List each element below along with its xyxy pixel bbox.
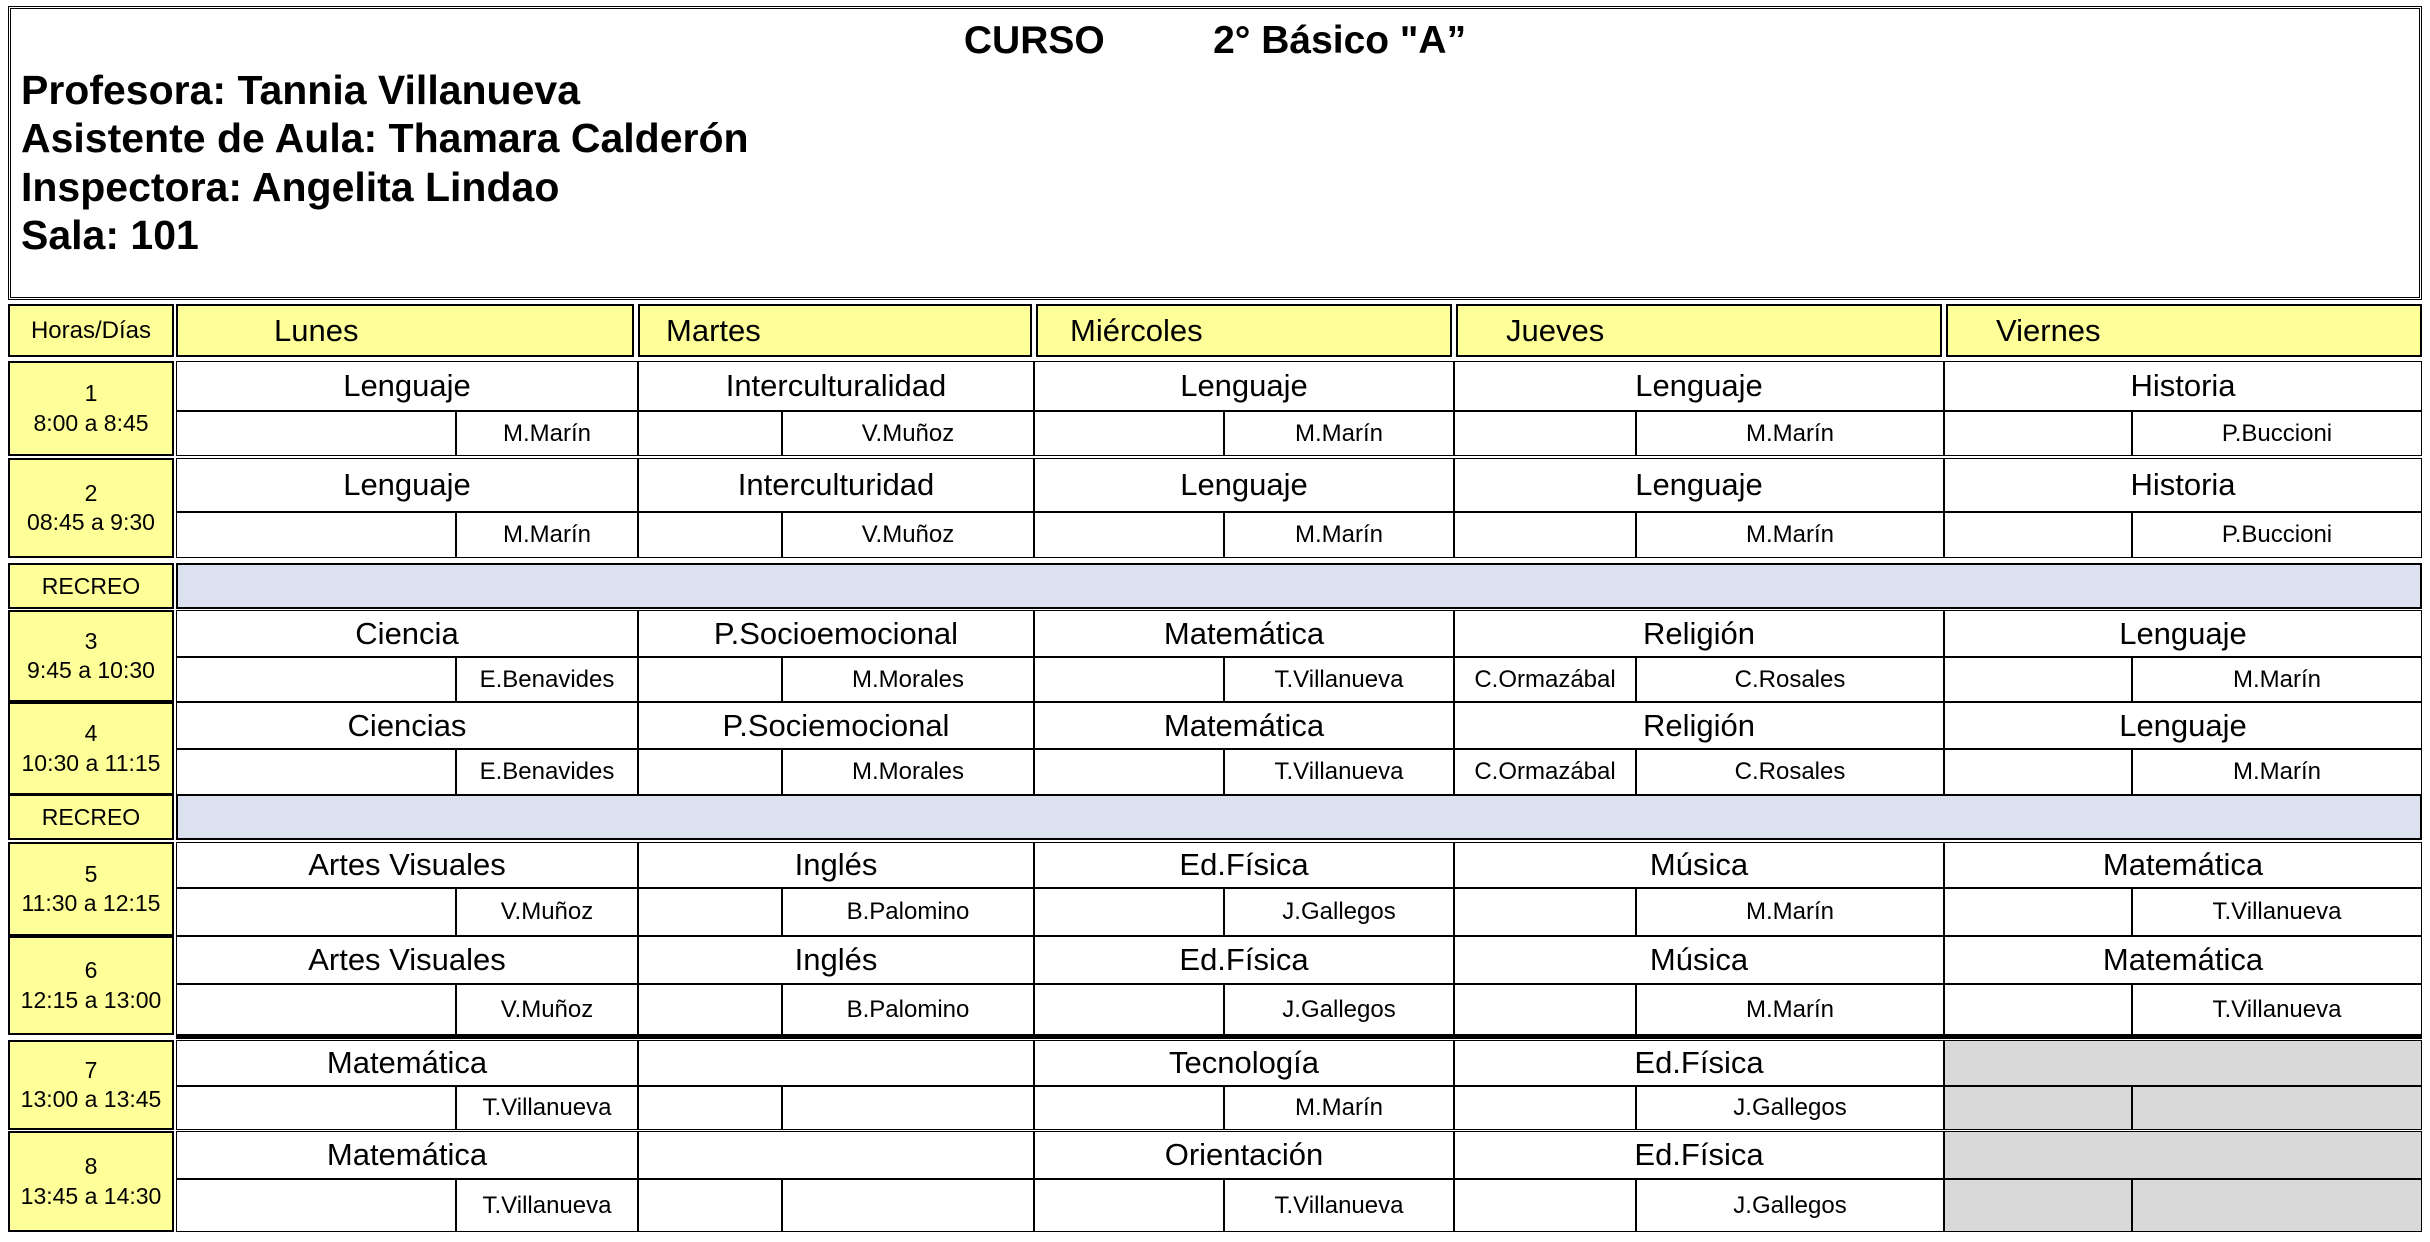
- subject-cell: Inglés: [638, 842, 1034, 888]
- blank-cell: [638, 1179, 782, 1232]
- teacher-cell: M.Marín: [1224, 1086, 1454, 1130]
- blank-cell: [1454, 888, 1636, 936]
- recess-bar: [176, 563, 2422, 609]
- recess-label: RECREO: [8, 563, 174, 609]
- subject-cell: Historia: [1944, 361, 2422, 411]
- teacher-cell: V.Muñoz: [456, 984, 638, 1035]
- blank-cell: [1034, 749, 1224, 795]
- period-number: 2: [84, 479, 98, 506]
- teacher-line: Profesora: Tannia Villanueva: [21, 67, 581, 113]
- blank-cell: [1034, 888, 1224, 936]
- period-number: 4: [84, 720, 98, 747]
- period-number: 1: [84, 380, 98, 407]
- blank-cell: [1454, 512, 1636, 558]
- subject-cell: Matemática: [176, 1040, 638, 1086]
- blank-cell: [176, 1086, 456, 1130]
- blank-cell: [1454, 1086, 1636, 1130]
- subject-cell: Historia: [1944, 458, 2422, 512]
- blank-cell: [638, 984, 782, 1035]
- blank-cell: [1944, 657, 2132, 702]
- subject-cell: Ed.Física: [1454, 1040, 1944, 1086]
- blank-cell: [1034, 657, 1224, 702]
- subject-cell: Religión: [1454, 702, 1944, 749]
- teacher-cell: P.Buccioni: [2132, 512, 2422, 558]
- subject-cell: Tecnología: [1034, 1040, 1454, 1086]
- teacher-cell: B.Palomino: [782, 984, 1034, 1035]
- period-time: 13:45 a 14:30: [20, 1182, 162, 1209]
- teacher-cell: M.Morales: [782, 657, 1034, 702]
- blank-cell: [638, 512, 782, 558]
- teacher-cell: V.Muñoz: [782, 411, 1034, 456]
- room-line: Sala: 101: [21, 212, 199, 258]
- subject-cell: Matemática: [1034, 702, 1454, 749]
- period-time: 10:30 a 11:15: [21, 749, 161, 776]
- teacher-cell: T.Villanueva: [456, 1086, 638, 1130]
- teacher-cell: M.Marín: [2132, 657, 2422, 702]
- empty-slot: [1944, 1179, 2132, 1232]
- subject-cell: Lenguaje: [1454, 361, 1944, 411]
- teacher-cell: M.Marín: [2132, 749, 2422, 795]
- blank-cell: [1454, 1179, 1636, 1232]
- subject-cell: Lenguaje: [176, 458, 638, 512]
- subject-cell: Interculturalidad: [638, 361, 1034, 411]
- period-time: 13:00 a 13:45: [20, 1086, 162, 1112]
- blank-cell: [638, 1086, 782, 1130]
- teacher-cell: C.Rosales: [1636, 657, 1944, 702]
- subject-cell: Lenguaje: [1454, 458, 1944, 512]
- teacher-cell: E.Benavides: [456, 749, 638, 795]
- teacher-cell: M.Marín: [1636, 512, 1944, 558]
- period-time-cell: [8, 458, 174, 558]
- period-time-cell: [8, 610, 174, 702]
- subject-cell: Artes Visuales: [176, 842, 638, 888]
- teacher-cell: T.Villanueva: [2132, 888, 2422, 936]
- teacher-cell: J.Gallegos: [1224, 888, 1454, 936]
- blank-cell: [638, 657, 782, 702]
- teacher-cell: M.Marín: [1224, 512, 1454, 558]
- period-time: 8:00 a 8:45: [33, 409, 149, 436]
- period-number: 3: [84, 627, 98, 654]
- teacher-cell: E.Benavides: [456, 657, 638, 702]
- teacher-cell: M.Marín: [1636, 888, 1944, 936]
- empty-subject-cell: [638, 1040, 1034, 1086]
- teacher-cell: V.Muñoz: [456, 888, 638, 936]
- blank-cell: [176, 411, 456, 456]
- recess-bar: [176, 794, 2422, 840]
- teacher-cell: M.Marín: [456, 411, 638, 456]
- blank-cell: [176, 512, 456, 558]
- blank-cell: [638, 411, 782, 456]
- subject-cell: Orientación: [1034, 1131, 1454, 1179]
- subject-cell: Música: [1454, 842, 1944, 888]
- subject-cell: Lenguaje: [1034, 361, 1454, 411]
- period-number: 5: [84, 860, 98, 887]
- blank-cell: [638, 749, 782, 795]
- period-time-cell: [8, 936, 174, 1035]
- teacher-cell: J.Gallegos: [1224, 984, 1454, 1035]
- blank-cell: [1944, 749, 2132, 795]
- period-number: 6: [84, 957, 98, 984]
- period-time-cell: [8, 842, 174, 936]
- section-divider: [176, 1035, 2422, 1039]
- teacher-cell: C.Ormazábal: [1454, 749, 1636, 795]
- period-number: 7: [84, 1056, 98, 1083]
- course-header: [8, 6, 2422, 300]
- teacher-cell: T.Villanueva: [456, 1179, 638, 1232]
- blank-cell: [1944, 512, 2132, 558]
- corner-header: Horas/Días: [8, 304, 174, 357]
- subject-cell: P.Sociemocional: [638, 702, 1034, 749]
- blank-cell: [1034, 1179, 1224, 1232]
- recess-label: RECREO: [8, 794, 174, 840]
- teacher-cell: T.Villanueva: [1224, 1179, 1454, 1232]
- empty-slot: [1944, 1040, 2422, 1086]
- teacher-cell: V.Muñoz: [782, 512, 1034, 558]
- empty-slot: [1944, 1131, 2422, 1179]
- subject-cell: Lenguaje: [176, 361, 638, 411]
- period-time-cell: [8, 361, 174, 456]
- blank-cell: [782, 1086, 1034, 1130]
- subject-cell: Matemática: [176, 1131, 638, 1179]
- empty-subject-cell: [638, 1131, 1034, 1179]
- day-header-1: Lunes: [176, 304, 634, 357]
- subject-cell: Artes Visuales: [176, 936, 638, 984]
- course-title: CURSO 2° Básico "A”: [963, 19, 1467, 62]
- teacher-cell: C.Rosales: [1636, 749, 1944, 795]
- subject-cell: P.Socioemocional: [638, 610, 1034, 657]
- blank-cell: [176, 888, 456, 936]
- period-time: 12:15 a 13:00: [20, 986, 162, 1013]
- period-time-cell: [8, 1040, 174, 1130]
- teacher-cell: J.Gallegos: [1636, 1086, 1944, 1130]
- subject-cell: Matemática: [1944, 842, 2422, 888]
- subject-cell: Ed.Física: [1034, 842, 1454, 888]
- blank-cell: [176, 984, 456, 1035]
- blank-cell: [1454, 984, 1636, 1035]
- blank-cell: [1034, 512, 1224, 558]
- subject-cell: Ciencias: [176, 702, 638, 749]
- subject-cell: Interculturidad: [638, 458, 1034, 512]
- period-time: 9:45 a 10:30: [27, 657, 155, 683]
- blank-cell: [176, 657, 456, 702]
- teacher-cell: M.Morales: [782, 749, 1034, 795]
- blank-cell: [176, 749, 456, 795]
- period-time: 08:45 a 9:30: [27, 509, 155, 535]
- teacher-cell: J.Gallegos: [1636, 1179, 1944, 1232]
- subject-cell: Ciencia: [176, 610, 638, 657]
- subject-cell: Ed.Física: [1034, 936, 1454, 984]
- teacher-cell: M.Marín: [1636, 411, 1944, 456]
- teacher-cell: T.Villanueva: [1224, 657, 1454, 702]
- blank-cell: [638, 888, 782, 936]
- subject-cell: Matemática: [1944, 936, 2422, 984]
- blank-cell: [1944, 888, 2132, 936]
- empty-slot: [2132, 1086, 2422, 1130]
- subject-cell: Inglés: [638, 936, 1034, 984]
- period-time-cell: [8, 702, 174, 795]
- blank-cell: [1454, 411, 1636, 456]
- teacher-cell: M.Marín: [1636, 984, 1944, 1035]
- day-header-3: Miércoles: [1036, 304, 1452, 357]
- inspector-line: Inspectora: Angelita Lindao: [21, 164, 560, 210]
- period-time-cell: [8, 1131, 174, 1232]
- day-header-5: Viernes: [1946, 304, 2422, 357]
- blank-cell: [176, 1179, 456, 1232]
- blank-cell: [1944, 984, 2132, 1035]
- period-time: 11:30 a 12:15: [21, 890, 161, 916]
- teacher-cell: M.Marín: [1224, 411, 1454, 456]
- teacher-cell: C.Ormazábal: [1454, 657, 1636, 702]
- subject-cell: Lenguaje: [1944, 702, 2422, 749]
- teacher-cell: B.Palomino: [782, 888, 1034, 936]
- subject-cell: Religión: [1454, 610, 1944, 657]
- period-number: 8: [84, 1153, 98, 1180]
- blank-cell: [1944, 411, 2132, 456]
- subject-cell: Lenguaje: [1944, 610, 2422, 657]
- empty-slot: [1944, 1086, 2132, 1130]
- assistant-line: Asistente de Aula: Thamara Calderón: [21, 115, 749, 161]
- subject-cell: Matemática: [1034, 610, 1454, 657]
- empty-slot: [2132, 1179, 2422, 1232]
- subject-cell: Lenguaje: [1034, 458, 1454, 512]
- day-header-4: Jueves: [1456, 304, 1942, 357]
- teacher-cell: T.Villanueva: [1224, 749, 1454, 795]
- blank-cell: [1034, 411, 1224, 456]
- subject-cell: Música: [1454, 936, 1944, 984]
- day-header-2: Martes: [638, 304, 1032, 357]
- subject-cell: Ed.Física: [1454, 1131, 1944, 1179]
- teacher-cell: P.Buccioni: [2132, 411, 2422, 456]
- teacher-cell: T.Villanueva: [2132, 984, 2422, 1035]
- blank-cell: [1034, 1086, 1224, 1130]
- blank-cell: [782, 1179, 1034, 1232]
- blank-cell: [1034, 984, 1224, 1035]
- teacher-cell: M.Marín: [456, 512, 638, 558]
